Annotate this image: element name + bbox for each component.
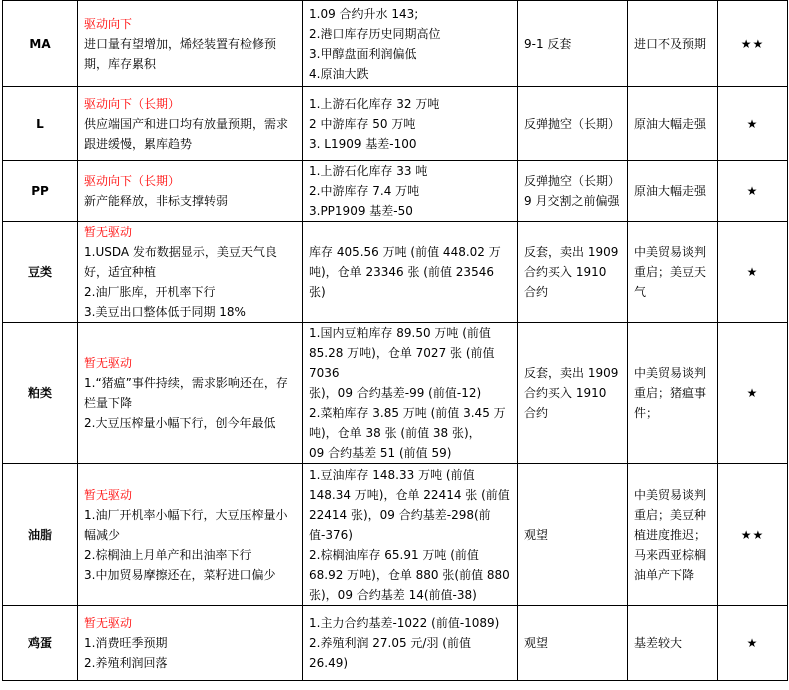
driver-cell <box>78 222 303 323</box>
risk-cell: 中美贸易谈判重启；猪瘟事件； <box>628 323 718 464</box>
data-line: 1.国内豆粕库存 89.50 万吨 (前值 85.28 万吨)，仓单 7027 张 (前值 7036 <box>309 326 499 380</box>
data-cell <box>303 606 518 681</box>
driver-line: 2.养殖利润回落 <box>84 656 168 670</box>
strategy-table <box>2 0 788 681</box>
data-line: 1.上游石化库存 32 万吨 <box>309 96 440 111</box>
driver-direction: 驱动向下 <box>84 16 133 31</box>
data-line: 张)，09 合约基差-99 (前值-12) <box>309 386 482 400</box>
driver-cell <box>78 606 303 681</box>
strategy-cell: 观望 <box>518 464 628 606</box>
data-line: 2.养殖利润 27.05 元/羽 (前值 26.49) <box>309 636 475 670</box>
data-line: 1.主力合约基差-1022 (前值-1089) <box>309 616 500 630</box>
data-line: 3.PP1909 基差-50 <box>309 204 413 218</box>
driver-line: 3.中加贸易摩擦还在，菜籽进口偏少 <box>84 567 276 582</box>
data-line: 1.09 合约升水 143; <box>309 6 419 21</box>
risk-cell: 原油大幅走强 <box>628 161 718 222</box>
data-cell <box>303 222 518 323</box>
risk-cell: 中美贸易谈判重启；美豆种植进度推迟；马来西亚棕榈油单产下降 <box>628 464 718 606</box>
driver-line: 进口量有望增加，烯烃装置有检修预期，库存累积 <box>84 36 277 71</box>
data-line: 2.菜粕库存 3.85 万吨 (前值 3.45 万吨)，仓单 38 张 (前值 38 张)， <box>309 406 506 440</box>
strategy-cell: 9-1 反套 <box>518 1 628 87</box>
data-line: 2.棕榈油库存 65.91 万吨 (前值 68.92 万吨)，仓单 880 张(前值 880 张)，09 合约基差 14(前值-38) <box>309 547 514 602</box>
commodity-name: MA <box>3 1 78 87</box>
commodity-name: 粕类 <box>3 323 78 464</box>
strategy-cell: 反弹抛空（长期） <box>518 87 628 161</box>
driver-direction: 暂无驱动 <box>84 356 133 370</box>
rating-stars: ★★ <box>718 464 788 606</box>
table-row <box>3 323 788 464</box>
table-row <box>3 161 788 222</box>
risk-cell: 基差较大 <box>628 606 718 681</box>
commodity-name: L <box>3 87 78 161</box>
commodity-name: 豆类 <box>3 222 78 323</box>
driver-direction: 暂无驱动 <box>84 487 133 502</box>
table-row <box>3 1 788 87</box>
rating-stars: ★ <box>718 87 788 161</box>
data-line: 3.甲醇盘面利润偏低 <box>309 46 417 61</box>
data-line: 2 中游库存 50 万吨 <box>309 116 416 131</box>
rating-stars: ★ <box>718 323 788 464</box>
driver-direction: 暂无驱动 <box>84 225 133 239</box>
commodity-name: 油脂 <box>3 464 78 606</box>
driver-direction: 驱动向下（长期） <box>84 96 181 111</box>
driver-line: 新产能释放，非标支撑转弱 <box>84 194 229 208</box>
driver-cell <box>78 161 303 222</box>
driver-line: 1.油厂开机率小幅下行，大豆压榨量小幅减少 <box>84 507 288 542</box>
driver-direction: 驱动向下（长期） <box>84 174 181 188</box>
driver-line: 1.消费旺季预期 <box>84 636 168 650</box>
strategy-cell: 反套，卖出 1909 合约买入 1910 合约 <box>518 222 628 323</box>
data-line: 3. L1909 基差-100 <box>309 136 417 151</box>
driver-cell <box>78 87 303 161</box>
rating-stars: ★★ <box>718 1 788 87</box>
table-row <box>3 87 788 161</box>
driver-line: 2.油厂胀库，开机率下行 <box>84 285 216 299</box>
data-line: 4.原油大跌 <box>309 66 369 81</box>
data-cell <box>303 464 518 606</box>
table-row <box>3 606 788 681</box>
data-cell <box>303 87 518 161</box>
data-cell <box>303 161 518 222</box>
driver-line: 1.USDA 发布数据显示，美豆天气良好，适宜种植 <box>84 245 277 279</box>
risk-cell: 原油大幅走强 <box>628 87 718 161</box>
data-line: 库存 405.56 万吨 (前值 448.02 万吨)，仓单 23346 张 (前值 23546 张) <box>309 245 501 299</box>
driver-line: 2.大豆压榨量小幅下行，创今年最低 <box>84 416 276 430</box>
strategy-cell: 反套，卖出 1909 合约买入 1910 合约 <box>518 323 628 464</box>
table-row <box>3 464 788 606</box>
commodity-name: PP <box>3 161 78 222</box>
data-line: 2.中游库存 7.4 万吨 <box>309 184 420 198</box>
driver-line: 供应端国产和进口均有放量预期，需求跟进缓慢，累库趋势 <box>84 116 289 151</box>
commodity-name: 鸡蛋 <box>3 606 78 681</box>
strategy-cell: 反弹抛空（长期）9 月交割之前偏强 <box>518 161 628 222</box>
data-cell <box>303 323 518 464</box>
data-line: 2.港口库存历史同期高位 <box>309 26 441 41</box>
driver-cell <box>78 1 303 87</box>
driver-line: 2.棕榈油上月单产和出油率下行 <box>84 547 252 562</box>
rating-stars: ★ <box>718 161 788 222</box>
driver-direction: 暂无驱动 <box>84 616 133 630</box>
data-cell <box>303 1 518 87</box>
data-line: 1.上游石化库存 33 吨 <box>309 164 428 178</box>
driver-line: 1.“猪瘟”事件持续，需求影响还在，存栏量下降 <box>84 376 288 410</box>
rating-stars: ★ <box>718 606 788 681</box>
strategy-cell: 观望 <box>518 606 628 681</box>
data-line: 1.豆油库存 148.33 万吨 (前值 148.34 万吨)，仓单 22414 张 (前值 22414 张)，09 合约基差-298(前值-376) <box>309 467 514 542</box>
table-row <box>3 222 788 323</box>
driver-line: 3.美豆出口整体低于同期 18% <box>84 305 246 319</box>
risk-cell: 进口不及预期 <box>628 1 718 87</box>
risk-cell: 中美贸易谈判重启；美豆天气 <box>628 222 718 323</box>
driver-cell <box>78 323 303 464</box>
driver-cell <box>78 464 303 606</box>
data-line: 09 合约基差 51 (前值 59) <box>309 446 452 460</box>
rating-stars: ★ <box>718 222 788 323</box>
